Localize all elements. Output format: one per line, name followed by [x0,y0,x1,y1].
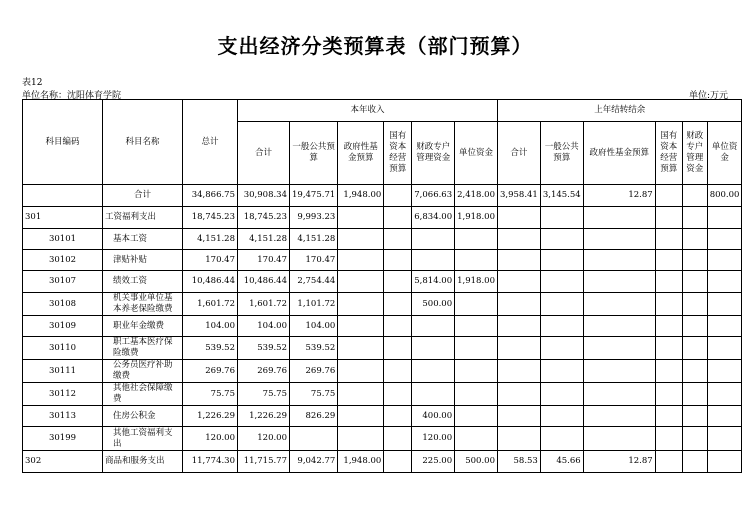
header-sub: 政府性基金预算 [583,122,655,185]
cell-value [655,229,682,250]
cell-name: 其他工资福利支出 [103,427,183,451]
cell-name: 住房公积金 [103,406,183,427]
cell-value [412,360,455,383]
cell-value: 75.75 [290,383,338,406]
cell-value: 104.00 [290,316,338,337]
cell-value [338,383,384,406]
cell-value [682,337,707,360]
cell-value [583,207,655,229]
cell-value: 826.29 [290,406,338,427]
cell-value: 539.52 [290,337,338,360]
cell-value [655,316,682,337]
cell-value [707,207,742,229]
cell-value: 2,754.44 [290,271,338,293]
cell-value [497,360,540,383]
cell-value [707,271,742,293]
cell-value [455,250,498,271]
cell-value [682,406,707,427]
cell-name: 工资福利支出 [103,207,183,229]
cell-value [540,229,583,250]
cell-value [583,316,655,337]
cell-value [384,316,412,337]
cell-value [707,250,742,271]
table-row [23,293,742,316]
cell-value: 18,745.23 [238,207,290,229]
cell-name: 商品和服务支出 [103,451,183,473]
cell-value [655,185,682,207]
cell-value: 800.00 [707,185,742,207]
cell-value [497,271,540,293]
cell-value: 6,834.00 [412,207,455,229]
cell-value: 500.00 [412,293,455,316]
cell-value [338,316,384,337]
cell-value: 4,151.28 [290,229,338,250]
cell-name: 公务员医疗补助缴费 [103,360,183,383]
budget-table [22,99,742,473]
cell-value [338,427,384,451]
cell-value: 3,145.54 [540,185,583,207]
cell-value [682,185,707,207]
table-row [23,360,742,383]
cell-value [540,406,583,427]
cell-value [497,293,540,316]
cell-value [455,337,498,360]
cell-value [384,406,412,427]
total-row [23,185,742,207]
cell-value: 1,226.29 [238,406,290,427]
cell-code: 30101 [23,229,103,250]
cell-value: 4,151.28 [183,229,238,250]
cell-value [455,316,498,337]
cell-value [707,451,742,473]
cell-value [455,229,498,250]
cell-value [290,427,338,451]
cell-value: 170.47 [183,250,238,271]
header-sub: 一般公共预算 [290,122,338,185]
cell-value: 1,601.72 [183,293,238,316]
cell-value [412,250,455,271]
cell-value [583,427,655,451]
cell-value [338,250,384,271]
cell-value [655,406,682,427]
cell-code: 30199 [23,427,103,451]
table-row [23,207,742,229]
cell-value [455,293,498,316]
table-row [23,337,742,360]
cell-value [655,383,682,406]
cell-value [412,229,455,250]
cell-value [338,406,384,427]
cell-value [540,316,583,337]
cell-value: 11,774.30 [183,451,238,473]
cell-value: 7,066.63 [412,185,455,207]
cell-value [655,360,682,383]
cell-value: 18,745.23 [183,207,238,229]
cell-value [497,250,540,271]
cell-value [583,383,655,406]
header-current-year: 本年收入 [238,100,498,122]
cell-value: 269.76 [238,360,290,383]
cell-value: 104.00 [238,316,290,337]
cell-value [384,337,412,360]
page-title: 支出经济分类预算表（部门预算） [217,34,533,58]
unit-name: 单位名称：沈阳体育学院 [22,91,122,101]
cell-value [707,229,742,250]
cell-value [497,229,540,250]
cell-value [338,293,384,316]
header-code: 科目编码 [23,100,103,185]
cell-value [655,337,682,360]
header-name: 科目名称 [103,100,183,185]
cell-value [707,293,742,316]
cell-value [655,451,682,473]
cell-code: 302 [23,451,103,473]
table-row [23,271,742,293]
cell-value [338,337,384,360]
cell-value [540,250,583,271]
cell-code: 30112 [23,383,103,406]
cell-name: 机关事业单位基本养老保险缴费 [103,293,183,316]
cell-code: 30111 [23,360,103,383]
cell-value [540,271,583,293]
cell-value [455,406,498,427]
table-row [23,451,742,473]
header-sub: 合计 [497,122,540,185]
cell-value [707,337,742,360]
header-sub: 一般公共预算 [540,122,583,185]
cell-name: 其他社会保障缴费 [103,383,183,406]
cell-value [384,451,412,473]
cell-name: 基本工资 [103,229,183,250]
cell-value: 120.00 [238,427,290,451]
cell-value: 75.75 [238,383,290,406]
cell-value [583,229,655,250]
cell-value [707,406,742,427]
cell-value [583,360,655,383]
header-sub: 单位资金 [707,122,742,185]
cell-value [384,293,412,316]
cell-value [384,383,412,406]
cell-value [497,406,540,427]
cell-value: 1,226.29 [183,406,238,427]
cell-value [384,271,412,293]
table-row [23,427,742,451]
header-sub: 政府性基金预算 [338,122,384,185]
cell-value: 269.76 [183,360,238,383]
cell-value: 170.47 [238,250,290,271]
cell-value [707,316,742,337]
cell-value: 225.00 [412,451,455,473]
cell-value [540,360,583,383]
cell-value: 10,486.44 [183,271,238,293]
cell-value: 11,715.77 [238,451,290,473]
cell-code: 30107 [23,271,103,293]
cell-value [455,383,498,406]
cell-value [682,229,707,250]
cell-value [682,427,707,451]
cell-value [384,185,412,207]
cell-value: 500.00 [455,451,498,473]
cell-value [655,293,682,316]
cell-value [682,383,707,406]
cell-value [655,271,682,293]
cell-value [583,337,655,360]
cell-value: 1,601.72 [238,293,290,316]
cell-value: 400.00 [412,406,455,427]
cell-value: 104.00 [183,316,238,337]
cell-value [707,427,742,451]
cell-value [497,337,540,360]
cell-value: 1,948.00 [338,185,384,207]
table-row [23,250,742,271]
cell-value [455,360,498,383]
cell-value: 19,475.71 [290,185,338,207]
header-sub: 国有资本经营预算 [655,122,682,185]
cell-code: 30109 [23,316,103,337]
cell-name: 合计 [103,185,183,207]
header-sub: 国有资本经营预算 [384,122,412,185]
cell-code: 30102 [23,250,103,271]
cell-name: 津贴补贴 [103,250,183,271]
cell-value [384,360,412,383]
cell-value: 5,814.00 [412,271,455,293]
cell-value [412,316,455,337]
cell-value [682,207,707,229]
cell-value: 269.76 [290,360,338,383]
cell-value: 75.75 [183,383,238,406]
cell-value: 45.66 [540,451,583,473]
header-total: 总计 [183,100,238,185]
cell-value [540,207,583,229]
cell-value: 30,908.34 [238,185,290,207]
cell-value [497,316,540,337]
cell-value [384,250,412,271]
cell-value [682,451,707,473]
table-row [23,229,742,250]
cell-value: 34,866.75 [183,185,238,207]
table-number: 表12 [22,78,43,88]
header-sub: 单位资金 [455,122,498,185]
cell-value [583,293,655,316]
cell-value [682,360,707,383]
cell-value [682,293,707,316]
table-row [23,383,742,406]
cell-value [338,207,384,229]
cell-value [455,427,498,451]
cell-value: 120.00 [183,427,238,451]
cell-value [655,427,682,451]
cell-value: 1,918.00 [455,207,498,229]
cell-code [23,185,103,207]
cell-value [682,271,707,293]
cell-value [583,271,655,293]
table-row [23,316,742,337]
cell-value [384,427,412,451]
cell-value [583,406,655,427]
header-sub: 财政专户管理资金 [412,122,455,185]
cell-code: 30110 [23,337,103,360]
cell-name: 职业年金缴费 [103,316,183,337]
cell-value [497,383,540,406]
table-row [23,406,742,427]
cell-value [540,337,583,360]
cell-value: 12.87 [583,451,655,473]
cell-value [412,383,455,406]
cell-value [497,427,540,451]
cell-value: 4,151.28 [238,229,290,250]
cell-value: 1,948.00 [338,451,384,473]
header-sub: 财政专户管理资金 [682,122,707,185]
cell-value: 12.87 [583,185,655,207]
cell-code: 30113 [23,406,103,427]
cell-value: 539.52 [183,337,238,360]
cell-value [655,250,682,271]
cell-name: 职工基本医疗保险缴费 [103,337,183,360]
cell-value: 1,101.72 [290,293,338,316]
cell-value [338,271,384,293]
cell-value: 170.47 [290,250,338,271]
cell-value: 120.00 [412,427,455,451]
cell-value [384,229,412,250]
cell-value [540,383,583,406]
cell-value [338,360,384,383]
cell-value [583,250,655,271]
cell-value [338,229,384,250]
cell-value [412,337,455,360]
unit-label: 单位:万元 [688,91,728,101]
header-sub: 合计 [238,122,290,185]
cell-value: 539.52 [238,337,290,360]
cell-value: 58.53 [497,451,540,473]
cell-value: 9,042.77 [290,451,338,473]
cell-value: 1,918.00 [455,271,498,293]
cell-value [655,207,682,229]
cell-value: 2,418.00 [455,185,498,207]
cell-value [682,316,707,337]
cell-value [540,293,583,316]
cell-value [497,207,540,229]
cell-value: 3,958.41 [497,185,540,207]
cell-value: 10,486.44 [238,271,290,293]
cell-name: 绩效工资 [103,271,183,293]
cell-value [707,360,742,383]
cell-value [384,207,412,229]
cell-value [540,427,583,451]
header-last-year: 上年结转结余 [497,100,741,122]
cell-value [707,383,742,406]
cell-code: 301 [23,207,103,229]
cell-value [682,250,707,271]
cell-value: 9,993.23 [290,207,338,229]
cell-code: 30108 [23,293,103,316]
